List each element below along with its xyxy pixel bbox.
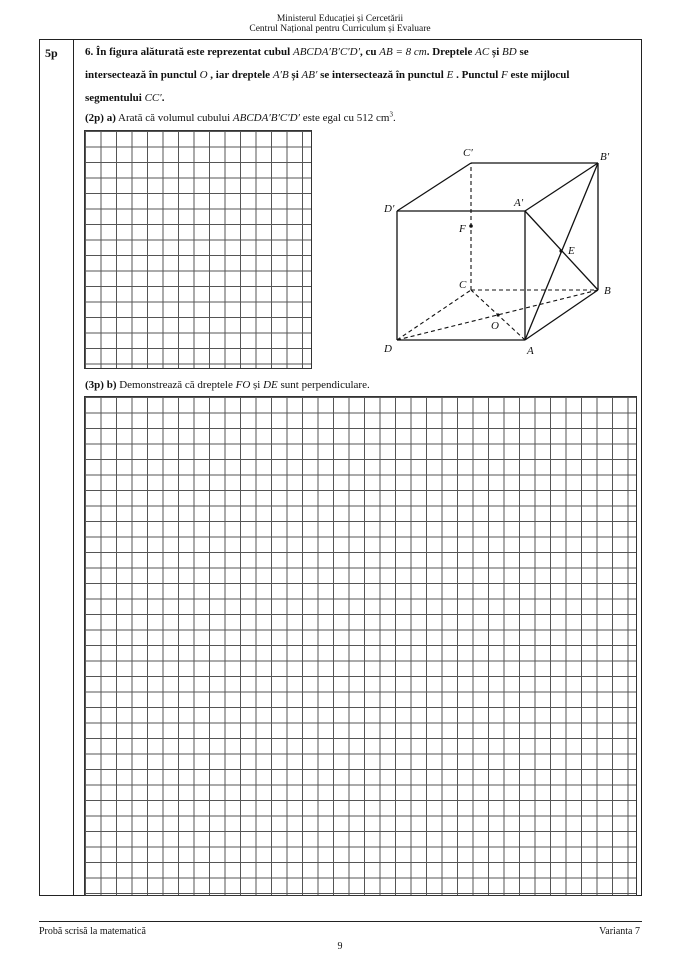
problem-points: 5p xyxy=(45,46,58,60)
line-fo: FO xyxy=(235,379,251,391)
problem-number: 6. xyxy=(85,46,94,58)
cube-name: ABCDA′B′C′D′ xyxy=(292,46,361,58)
part-a-text: . xyxy=(392,112,396,124)
label-bp: B′ xyxy=(600,151,610,163)
label-c: C xyxy=(459,279,467,291)
line-abp: AB′ xyxy=(301,69,318,81)
problem-statement-line-3 xyxy=(85,92,637,105)
point-e: E xyxy=(446,69,454,81)
page-number: 9 xyxy=(337,941,343,952)
footer-rule xyxy=(39,921,642,922)
point-o: O xyxy=(199,69,208,81)
part-b-points: (3p) xyxy=(85,379,104,391)
line-ac: AC xyxy=(475,46,490,58)
line-de: DE xyxy=(263,379,278,391)
edge-apbp xyxy=(525,163,598,211)
cube-figure xyxy=(370,138,630,363)
part-b-text: sunt perpendiculare. xyxy=(280,379,370,391)
header-center: Centrul Național pentru Curriculum și Evaluare xyxy=(249,24,431,34)
part-a-statement xyxy=(85,112,637,125)
footer-variant: Varianta 7 xyxy=(599,926,640,937)
label-ap: A′ xyxy=(514,197,524,209)
problem-statement-line-2 xyxy=(85,69,637,82)
part-b-text: Demonstrează că dreptele xyxy=(119,379,233,391)
points-column-divider xyxy=(73,39,74,896)
part-a-points: (2p) xyxy=(85,112,104,124)
statement-text: În figura alăturată este reprezentat cubul xyxy=(96,46,291,58)
statement-text: intersectează în punctul xyxy=(85,69,197,81)
part-a-text: Arată că volumul cubului xyxy=(118,112,231,124)
statement-text: și xyxy=(291,69,299,81)
part-b-letter: b) xyxy=(106,379,117,391)
label-a: A xyxy=(527,345,534,357)
label-e: E xyxy=(568,245,575,257)
statement-text: . Dreptele xyxy=(426,46,473,58)
header-ministry: Ministerul Educației și Cercetării xyxy=(276,14,404,24)
volume-exponent: 3 xyxy=(389,110,393,119)
answer-grid-b[interactable] xyxy=(84,396,637,896)
line-apb: A′B xyxy=(272,69,289,81)
point-f-dot xyxy=(469,224,473,228)
volume-value: 512 cm xyxy=(356,112,390,124)
cube-name: ABCDA′B′C′D′ xyxy=(232,112,300,124)
label-b: B xyxy=(604,285,611,297)
ab-length: AB = 8 cm xyxy=(379,46,427,58)
statement-text: . xyxy=(161,92,165,104)
answer-grid-a[interactable] xyxy=(84,130,312,369)
problem-statement-line-1 xyxy=(85,46,637,59)
statement-text: , iar dreptele xyxy=(210,69,271,81)
statement-text: , cu xyxy=(360,46,377,58)
statement-text: este mijlocul xyxy=(510,69,570,81)
line-bd: BD xyxy=(502,46,517,58)
part-b-statement xyxy=(85,379,637,392)
point-o-dot xyxy=(496,313,499,316)
statement-text: se xyxy=(519,46,529,58)
label-dp: D′ xyxy=(384,203,395,215)
statement-text: . Punctul xyxy=(456,69,499,81)
segment-ccp: CC′ xyxy=(144,92,162,104)
part-b-text: și xyxy=(253,379,261,391)
statement-text: se intersectează în punctul xyxy=(320,69,444,81)
part-a-text: este egal cu xyxy=(302,112,355,124)
point-f: F xyxy=(501,69,508,81)
point-e-dot xyxy=(559,249,562,252)
statement-text: segmentului xyxy=(85,92,142,104)
label-d: D xyxy=(384,343,392,355)
footer-exam-title: Probă scrisă la matematică xyxy=(39,926,146,937)
statement-text: și xyxy=(491,46,500,58)
label-cp: C′ xyxy=(463,147,473,159)
part-a-letter: a) xyxy=(106,112,116,124)
edge-dpcp xyxy=(397,163,471,211)
label-o: O xyxy=(491,320,499,332)
label-f: F xyxy=(459,223,466,235)
hidden-edge-dc xyxy=(397,290,471,340)
